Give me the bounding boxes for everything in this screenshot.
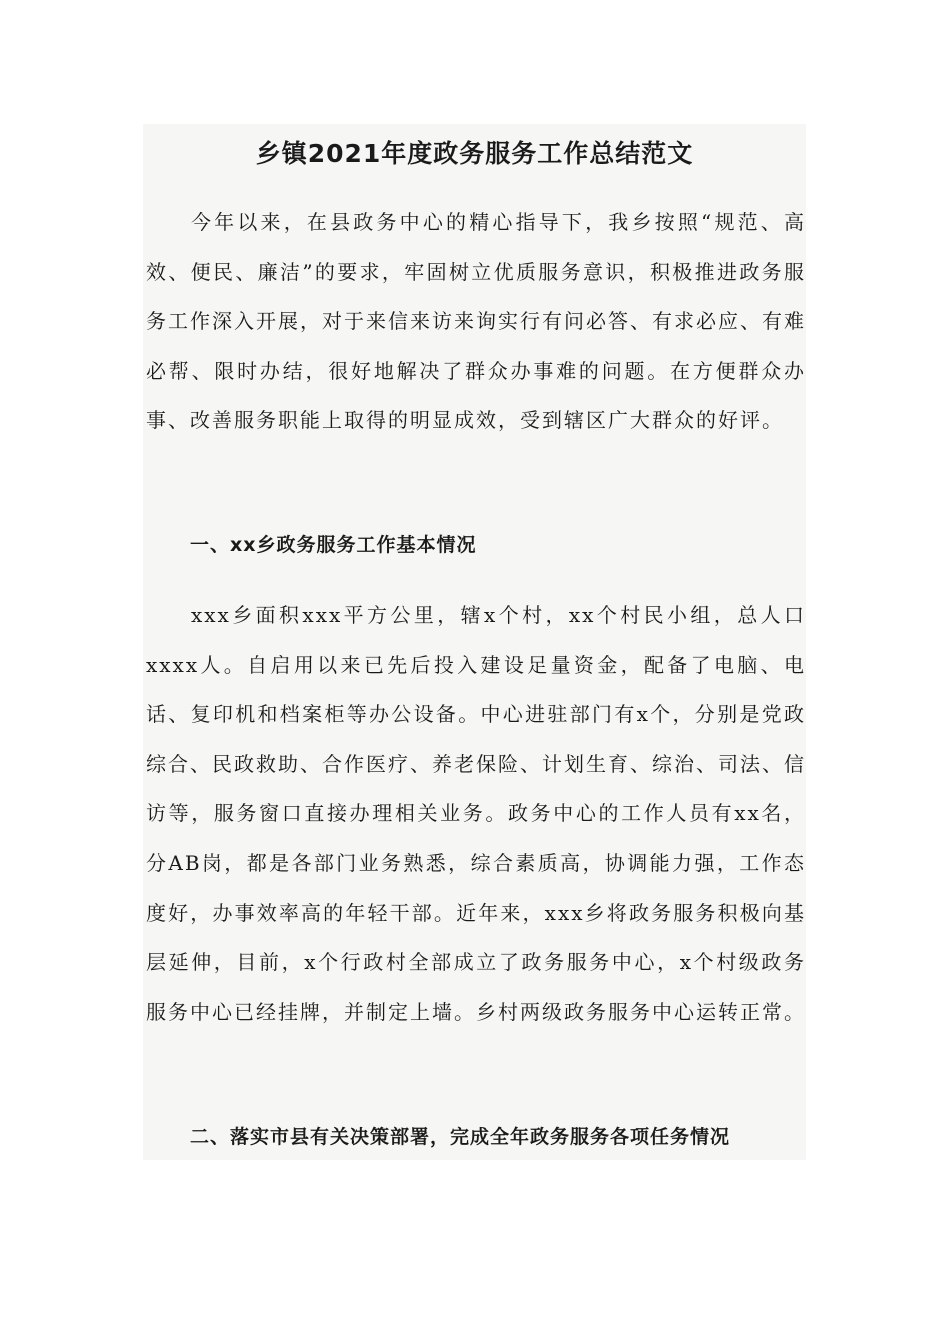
- intro-paragraph: 今年以来，在县政务中心的精心指导下，我乡按照“规范、高效、便民、廉洁”的要求，牢固树立优质服务意识，积极推进政务服务工作深入开展，对于来信来访来询实行有问必答、有求必应、有难必帮、限时办结，很好地解决了群众办事难的问题。在方便群众办事、改善服务职能上取得的明显成效，受到辖区广大群众的好评。: [146, 210, 806, 433]
- section-1-heading: 一、xx乡政务服务工作基本情况: [190, 534, 477, 556]
- section-2-heading: 二、落实市县有关决策部署，完成全年政务服务各项任务情况: [190, 1126, 731, 1148]
- document-title: 乡镇2021年度政务服务工作总结范文: [255, 139, 694, 168]
- section-1-paragraph: xxx乡面积xxx平方公里，辖x个村，xx个村民小组，总人口xxxx人。自启用以来已先后投入建设足量资金，配备了电脑、电话、复印机和档案柜等办公设备。中心进驻部门有x个，分别是党政综合、民政救助、合作医疗、养老保险、计划生育、综治、司法、信访等，服务窗口直接办理相关业务。政务中心的工作人员有xx名，分AB岗，都是各部门业务熟悉，综合素质高，协调能力强，工作态度好，办事效率高的年轻干部。近年来，xxx乡将政务服务积极向基层延伸，目前，x个行政村全部成立了政务服务中心，x个村级政务服务中心已经挂牌，并制定上墙。乡村两级政务服务中心运转正常。: [146, 603, 806, 1024]
